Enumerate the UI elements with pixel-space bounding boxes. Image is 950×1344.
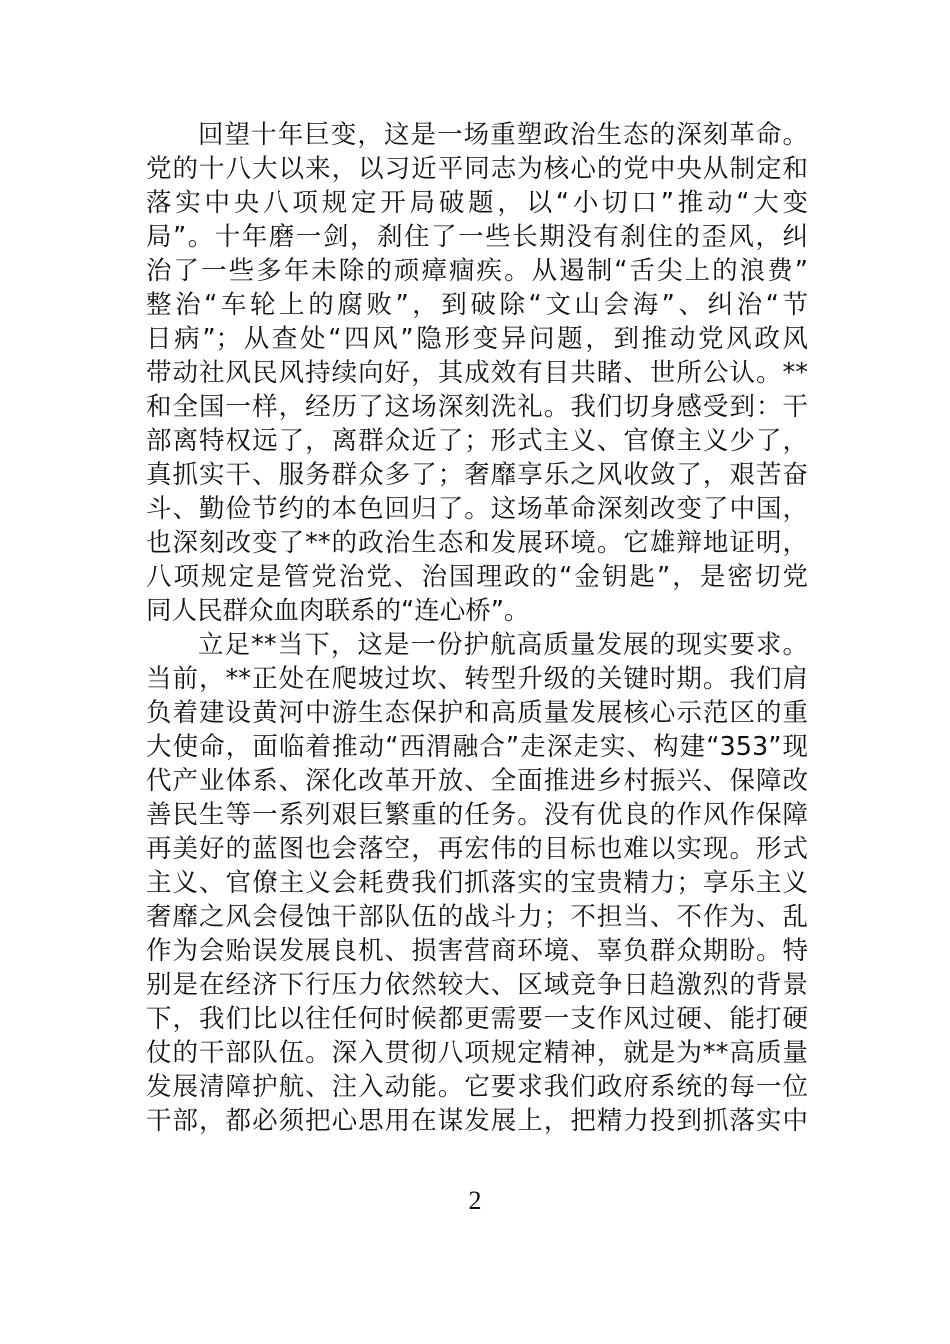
paragraph-2-line-3: 负着建设黄河中游生态保护和高质量发展核心示范区的重 — [146, 698, 808, 728]
paragraph-2-line-7: 再美好的蓝图也会落空，再宏伟的目标也难以实现。形式 — [146, 834, 808, 864]
paragraph-2-line-9: 奢靡之风会侵蚀干部队伍的战斗力；不担当、不作为、乱 — [146, 902, 808, 932]
paragraph-1-line-13: 也深刻改变了**的政治生态和发展环境。它雄辩地证明， — [146, 528, 808, 558]
paragraph-2-line-5: 代产业体系、深化改革开放、全面推进乡村振兴、保障改 — [146, 766, 808, 796]
paragraph-2-line-14: 发展清障护航、注入动能。它要求我们政府系统的每一位 — [146, 1072, 808, 1102]
paragraph-2-line-6: 善民生等一系列艰巨繁重的任务。没有优良的作风作保障 — [146, 800, 808, 830]
paragraph-1-line-11: 真抓实干、服务群众多了；奢靡享乐之风收敛了，艰苦奋 — [146, 460, 808, 490]
paragraph-1-line-9: 和全国一样，经历了这场深刻洗礼。我们切身感受到：干 — [146, 392, 808, 422]
paragraph-2-line-1: 立足**当下，这是一份护航高质量发展的现实要求。 — [198, 630, 808, 660]
body-text — [146, 118, 808, 1138]
paragraph-1-line-6: 整治“车轮上的腐败”，到破除“文山会海”、纠治“节 — [146, 290, 808, 320]
paragraph-1-line-4: 局”。十年磨一剑，刹住了一些长期没有刹住的歪风，纠 — [146, 222, 808, 252]
paragraph-1-line-1: 回望十年巨变，这是一场重塑政治生态的深刻革命。 — [198, 120, 808, 150]
paragraph-1-line-3: 落实中央八项规定开局破题，以“小切口”推动“大变 — [146, 188, 808, 218]
paragraph-2-line-12: 下，我们比以往任何时候都更需要一支作风过硬、能打硬 — [146, 1004, 808, 1034]
paragraph-2-line-8: 主义、官僚主义会耗费我们抓落实的宝贵精力；享乐主义 — [146, 868, 808, 898]
paragraph-1-line-12: 斗、勤俭节约的本色回归了。这场革命深刻改变了中国， — [146, 494, 808, 524]
paragraph-1-line-8: 带动社风民风持续向好，其成效有目共睹、世所公认。** — [146, 358, 808, 388]
paragraph-1-line-7: 日病”；从查处“四风”隐形变异问题，到推动党风政风 — [146, 324, 808, 354]
paragraph-2-line-13: 仗的干部队伍。深入贯彻八项规定精神，就是为**高质量 — [146, 1038, 808, 1068]
paragraph-1-line-14: 八项规定是管党治党、治国理政的“金钥匙”，是密切党 — [146, 562, 808, 592]
paragraph-2-line-15: 干部，都必须把心思用在谋发展上，把精力投到抓落实中 — [146, 1106, 808, 1136]
paragraph-1-line-15: 同人民群众血肉联系的“连心桥”。 — [146, 596, 530, 626]
paragraph-2-line-4: 大使命，面临着推动“西渭融合”走深走实、构建“353”现 — [146, 732, 808, 762]
paragraph-2-line-11: 别是在经济下行压力依然较大、区域竞争日趋激烈的背景 — [146, 970, 808, 1000]
paragraph-1-line-10: 部离特权远了，离群众近了；形式主义、官僚主义少了， — [146, 426, 808, 456]
paragraph-2-line-2: 当前，**正处在爬坡过坎、转型升级的关键时期。我们肩 — [146, 664, 808, 694]
paragraph-2-line-10: 作为会贻误发展良机、损害营商环境、辜负群众期盼。特 — [146, 936, 808, 966]
page-number: 2 — [468, 1186, 482, 1215]
paragraph-1-line-5: 治了一些多年未除的顽瘴痼疾。从遏制“舌尖上的浪费” — [146, 256, 808, 286]
paragraph-1-line-2: 党的十八大以来，以习近平同志为核心的党中央从制定和 — [146, 154, 808, 184]
